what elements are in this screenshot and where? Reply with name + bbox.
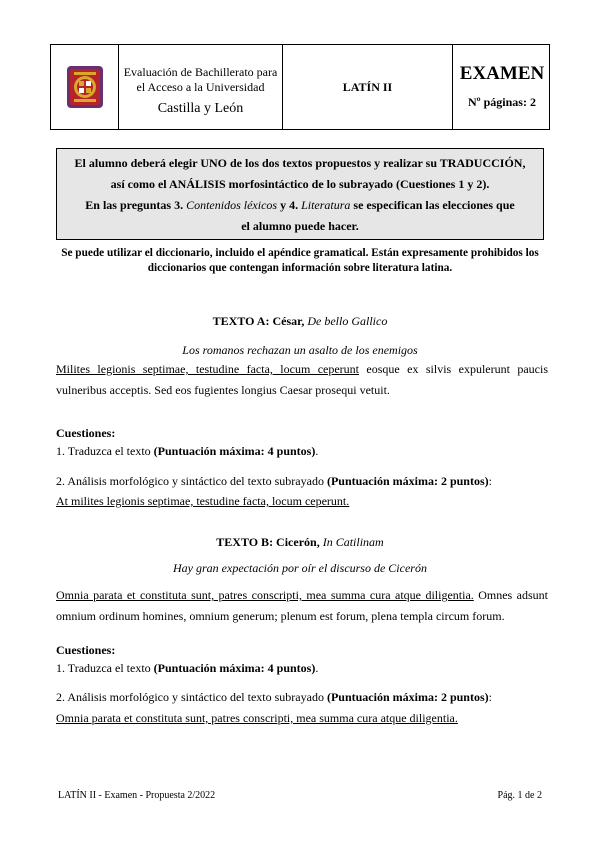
texto-b-rest: Omnes adsunt omnium ordinum homines, omnium generum; plenum est forum, plena templa circum forum. — [56, 588, 548, 623]
dictionary-note — [50, 246, 550, 276]
exam-label: EXAMEN — [459, 63, 545, 84]
texto-a-work: De bello Gallico — [307, 314, 388, 328]
texto-a-rest: eosque ex silvis expulerunt paucis vulneribus acceptis. Sed eos fugientes longius Caesar prosequi vetuit. — [56, 362, 548, 397]
dictionary-note-line1: Se puede utilizar el diccionario, incluido el apéndice gramatical. Están expresamente prohibidos los — [61, 247, 539, 259]
texto-b-q1-text: 1. Traduzca el texto — [56, 661, 154, 675]
instructions-line4: el alumno puede hacer. — [241, 219, 359, 233]
texto-a-questions-label: Cuestiones: — [56, 426, 116, 440]
texto-a-heading: TEXTO A: César, — [212, 314, 305, 328]
texto-a-q2-end: : — [488, 474, 492, 488]
texto-a-q2-sentence: At milites legionis septimae, testudine facta, locum ceperunt. — [56, 494, 350, 508]
texto-b-passage — [56, 585, 548, 627]
texto-a-q1-text: 1. Traduzca el texto — [56, 444, 154, 458]
texto-a-subtitle: Los romanos rechazan un asalto de los enemigos — [182, 343, 418, 357]
texto-b-q1-end: . — [315, 661, 319, 675]
texto-b-underlined: Omnia parata et constituta sunt, patres conscripti, mea summa cura atque diligentia. — [56, 588, 474, 602]
region-name: Castilla y León — [157, 101, 244, 116]
instructions-line3-c: y 4. — [280, 198, 299, 212]
pages-label: Nº páginas: 2 — [468, 95, 536, 109]
texto-a-title — [50, 314, 550, 329]
instructions-line3 — [57, 195, 543, 216]
instructions-line3-b: Contenidos léxicos — [186, 198, 278, 212]
footer-page-number: Pág. 1 de 2 — [497, 790, 542, 801]
instructions-line3-e: se especifican las elecciones que — [353, 198, 515, 212]
institution-line2: el Acceso a la Universidad — [136, 80, 265, 94]
texto-b-q1-score: (Puntuación máxima: 4 puntos) — [153, 661, 316, 675]
exam-header — [50, 44, 550, 130]
texto-b-q2-end: : — [488, 690, 492, 704]
instructions-box — [56, 148, 544, 240]
university-crest-icon — [65, 64, 105, 110]
texto-b-question-1 — [56, 661, 548, 676]
texto-a-passage — [56, 359, 548, 401]
header-exam-info — [453, 45, 551, 129]
texto-b-work: In Catilinam — [322, 535, 384, 549]
texto-b-subtitle: Hay gran expectación por oír el discurso de Cicerón — [173, 561, 427, 575]
instructions-line2: así como el ANÁLISIS morfosintáctico de lo subrayado (Cuestiones 1 y 2). — [110, 177, 490, 191]
instructions-line1: El alumno deberá elegir UNO de los dos textos propuestos y realizar su TRADUCCIÓN, — [74, 156, 526, 170]
texto-b-q2-text: 2. Análisis morfológico y sintáctico del texto subrayado — [56, 690, 327, 704]
texto-b-title — [50, 535, 550, 550]
texto-a-q1-end: . — [315, 444, 319, 458]
texto-a-q2-text: 2. Análisis morfológico y sintáctico del texto subrayado — [56, 474, 327, 488]
dictionary-note-line2: diccionarios que contengan información sobre literatura latina. — [147, 262, 453, 274]
header-logo-cell — [51, 45, 119, 129]
texto-a-question-1 — [56, 444, 548, 459]
texto-b-heading: TEXTO B: Cicerón, — [216, 535, 320, 549]
texto-b-question-2 — [56, 690, 548, 705]
texto-b-q2-score: (Puntuación máxima: 2 puntos) — [326, 690, 489, 704]
texto-b-q2-sentence: Omnia parata et constituta sunt, patres conscripti, mea summa cura atque diligentia. — [56, 711, 458, 725]
footer-left: LATÍN II - Examen - Propuesta 2/2022 — [58, 790, 216, 801]
texto-b-questions-label: Cuestiones: — [56, 643, 116, 657]
instructions-line3-d: Literatura — [301, 198, 351, 212]
header-institution — [119, 45, 283, 129]
texto-a-q1-score: (Puntuación máxima: 4 puntos) — [153, 444, 316, 458]
texto-a-question-2 — [56, 474, 548, 489]
institution-line1: Evaluación de Bachillerato para — [123, 65, 278, 79]
texto-a-underlined: Milites legionis septimae, testudine facta, locum ceperunt — [56, 362, 360, 376]
texto-a-q2-score: (Puntuación máxima: 2 puntos) — [326, 474, 489, 488]
subject-name: LATÍN II — [283, 45, 453, 129]
instructions-line3-a: En las preguntas 3. — [85, 198, 184, 212]
